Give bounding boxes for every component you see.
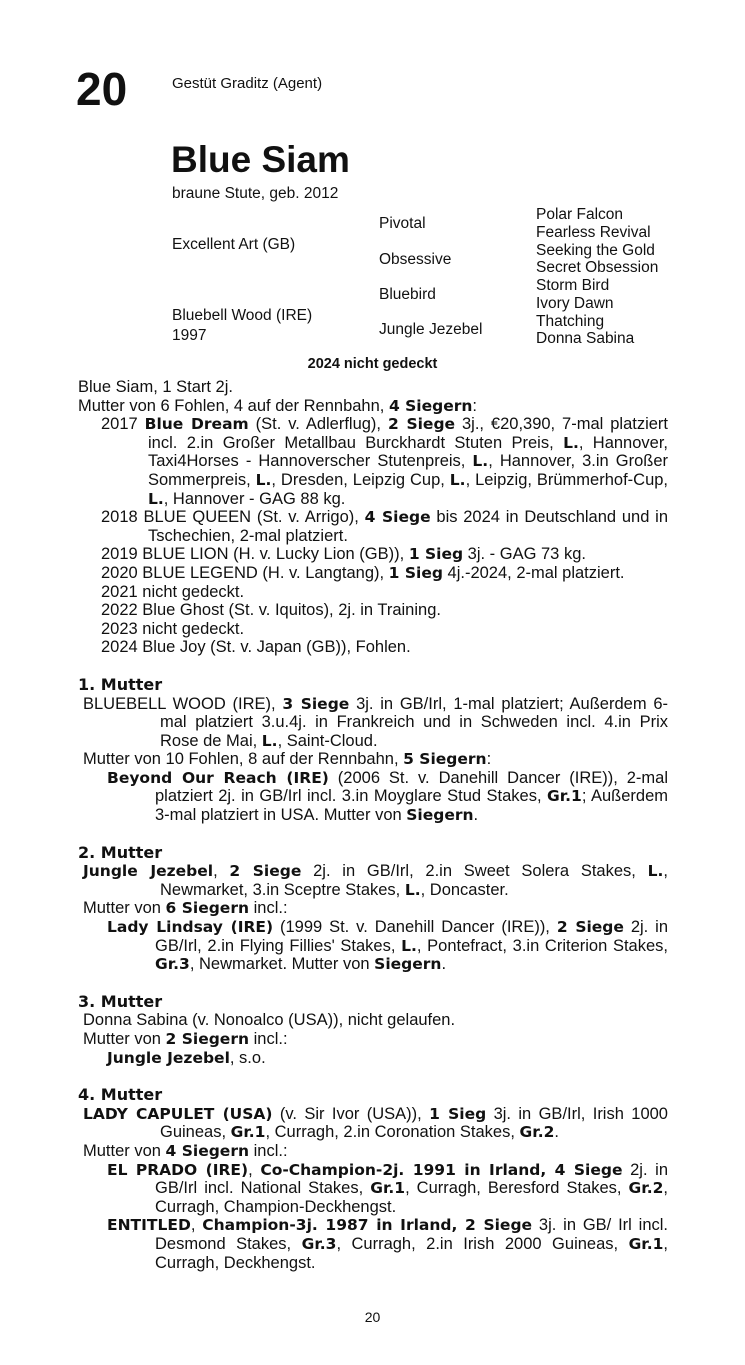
horse-name: Blue Siam: [171, 139, 350, 180]
pedigree-gen3: Ivory Dawn: [536, 295, 614, 312]
covering-note: 2024 nicht gedeckt: [307, 356, 438, 372]
produce-entry: 2020 BLUE LEGEND (H. v. Langtang), 1 Sieg 4j.-2024, 2-mal platziert.: [101, 563, 625, 582]
produce-entry: 2023 nicht gedeckt.: [101, 619, 245, 638]
dam3-foal: Jungle Jezebel, s.o.: [107, 1048, 266, 1067]
dam3-produce: Mutter von 2 Siegern incl.:: [83, 1030, 288, 1048]
pedigree-dam-year: 1997: [172, 327, 207, 344]
pedigree-gen3: Thatching: [536, 313, 605, 330]
pedigree-gen3: Fearless Revival: [536, 224, 651, 241]
pedigree-sire: Excellent Art (GB): [172, 236, 296, 253]
produce-entry: 2024 Blue Joy (St. v. Japan (GB)), Fohlen.: [101, 638, 411, 657]
pedigree-gen2: Bluebird: [379, 286, 436, 303]
pedigree-gen3: Secret Obsession: [536, 259, 659, 276]
dam1-foal: Beyond Our Reach (IRE) (2006 St. v. Danehill Dancer (IRE)), 2-mal platziert 2j. in GB/Irl incl. 3.in Moyglare Stud Stakes, Gr.1; Außerdem 3-mal platziert in USA. Mutter von Siegern.: [107, 768, 668, 825]
dam2-heading: 2. Mutter: [78, 842, 163, 862]
dam1-heading: 1. Mutter: [78, 674, 163, 694]
page-number: 20: [364, 1309, 381, 1325]
horse-description: braune Stute, geb. 2012: [172, 185, 339, 202]
pedigree-gen3: Donna Sabina: [536, 330, 635, 347]
catalogue-body: [78, 378, 668, 1272]
lot-number: 20: [76, 63, 128, 115]
dam4-foal: ENTITLED, Champion-3j. 1987 in Irland, 2 Siege 3j. in GB/ Irl incl. Desmond Stakes, Gr.3, Curragh, 2.in Irish 2000 Guineas, Gr.1, Curragh, Deckhengst.: [107, 1216, 669, 1272]
produce-entry: 2017 Blue Dream (St. v. Adlerflug), 2 Siege 3j., €20,390, 7-mal platziert incl. 2.in Großer Metallbau Burckhardt Stuten Preis, L., Hannover, Taxi4Horses - Hannoverscher Stutenpreis, L., Hannover, 3.in Großer Sommerpreis, L., Dresden, Leipzig Cup, L., Leipzig, Brümmerhof-Cup, L., Hannover - GAG 88 kg.: [101, 415, 669, 508]
pedigree-gen3: Storm Bird: [536, 277, 610, 294]
pedigree-gen2: Pivotal: [379, 215, 426, 232]
dam1-record: BLUEBELL WOOD (IRE), 3 Siege 3j. in GB/Irl, 1-mal platziert; Außerdem 6-mal platziert 3.u.4j. in Frankreich und in Schweden incl. 4.in Prix Rose de Mai, L., Saint-Cloud.: [83, 694, 669, 750]
produce-entry: 2021 nicht gedeckt.: [101, 582, 245, 601]
dam4-foal: EL PRADO (IRE), Co-Champion-2j. 1991 in Irland, 4 Siege 2j. in GB/Irl incl. National Stakes, Gr.1, Curragh, Beresford Stakes, Gr.2, Curragh, Champion-Deckhengst.: [107, 1160, 668, 1216]
pedigree-dam: Bluebell Wood (IRE): [172, 307, 313, 324]
race-record: Blue Siam, 1 Start 2j.: [78, 378, 233, 396]
dam4-heading: 4. Mutter: [78, 1085, 163, 1105]
pedigree-gen3: Seeking the Gold: [536, 242, 655, 259]
agent-label: Gestüt Graditz (Agent): [172, 75, 323, 92]
produce-summary: Mutter von 6 Fohlen, 4 auf der Rennbahn, 4 Siegern:: [78, 396, 478, 415]
produce-entry: 2022 Blue Ghost (St. v. Iquitos), 2j. in Training.: [101, 601, 441, 620]
produce-entry: 2018 BLUE QUEEN (St. v. Arrigo), 4 Siege bis 2024 in Deutschland und in Tschechien, 2-mal platziert.: [101, 508, 669, 545]
dam2-produce: Mutter von 6 Siegern incl.:: [83, 899, 288, 918]
dam1-produce: Mutter von 10 Fohlen, 8 auf der Rennbahn, 5 Siegern:: [83, 750, 492, 769]
dam2-record: Jungle Jezebel, 2 Siege 2j. in GB/Irl, 2.in Sweet Solera Stakes, L., Newmarket, 3.in Sceptre Stakes, L., Doncaster.: [83, 862, 668, 899]
dam3-heading: 3. Mutter: [78, 991, 163, 1011]
dam4-produce: Mutter von 4 Siegern incl.:: [83, 1141, 288, 1160]
dam2-foal: Lady Lindsay (IRE) (1999 St. v. Danehill Dancer (IRE)), 2 Siege 2j. in GB/Irl, 2.in Flying Fillies' Stakes, L., Pontefract, 3.in Criterion Stakes, Gr.3, Newmarket. Mutter von Siegern.: [107, 918, 669, 974]
dam4-record: LADY CAPULET (USA) (v. Sir Ivor (USA)), 1 Sieg 3j. in GB/Irl, Irish 1000 Guineas, Gr.1, Curragh, 2.in Coronation Stakes, Gr.2.: [83, 1104, 668, 1142]
dam3-record: Donna Sabina (v. Nonoalco (USA)), nicht gelaufen.: [83, 1011, 456, 1030]
pedigree-gen2: Obsessive: [379, 251, 452, 268]
pedigree-gen2: Jungle Jezebel: [379, 321, 483, 338]
pedigree-gen3: Polar Falcon: [536, 206, 624, 223]
produce-entry: 2019 BLUE LION (H. v. Lucky Lion (GB)), 1 Sieg 3j. - GAG 73 kg.: [101, 545, 586, 564]
